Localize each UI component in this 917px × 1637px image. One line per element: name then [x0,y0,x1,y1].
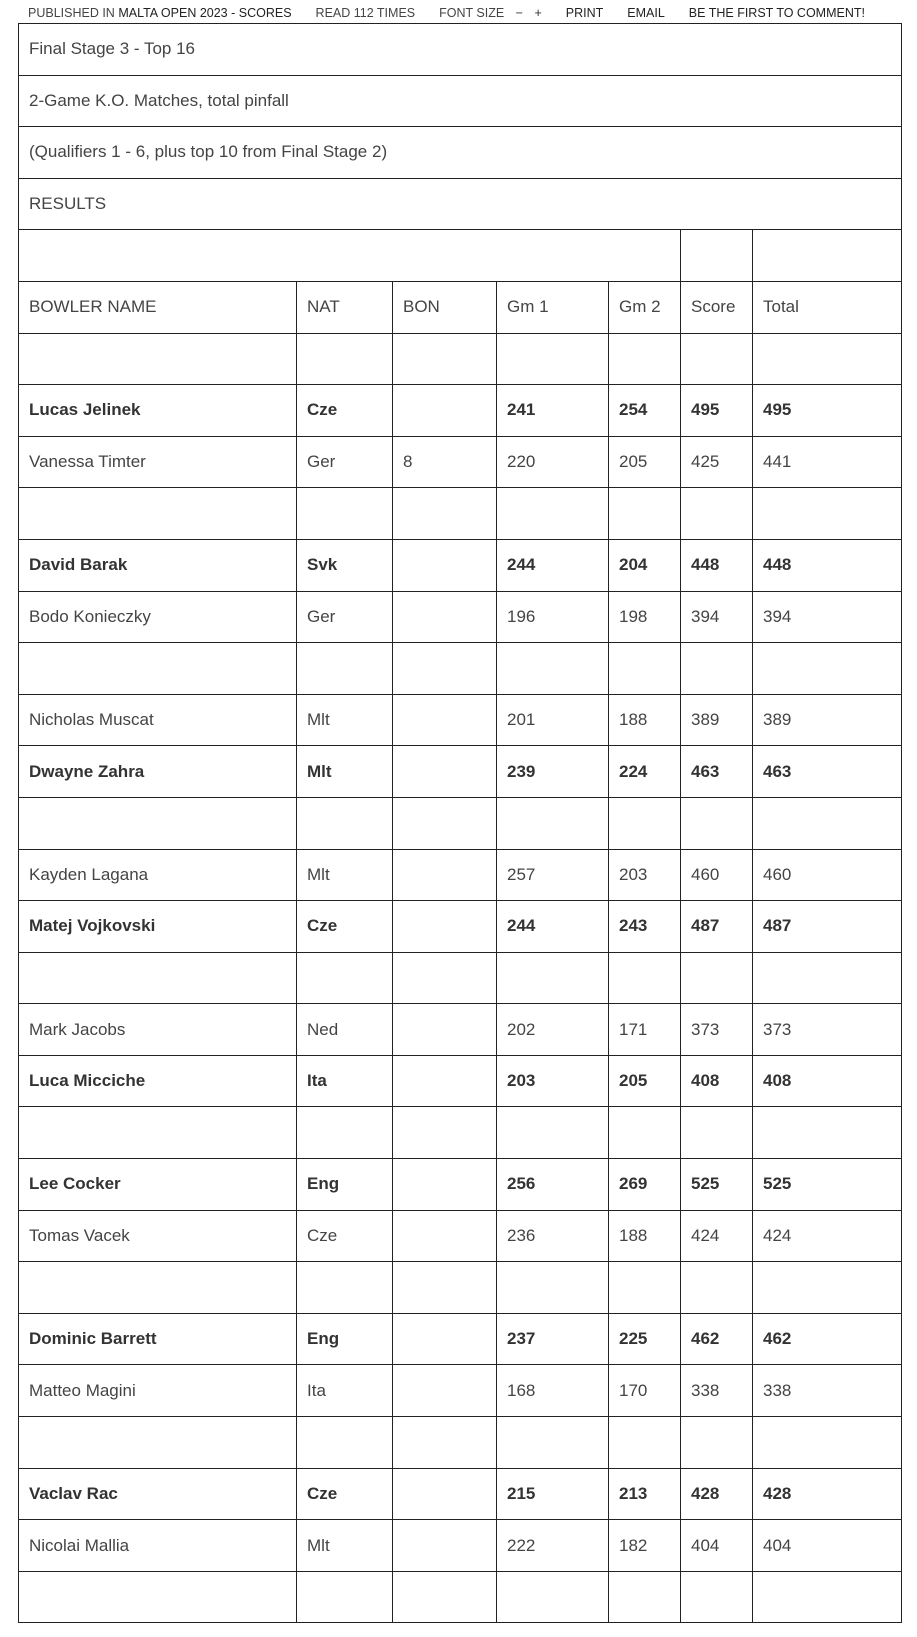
game-2-score: 205 [609,1055,681,1107]
bonus [393,1468,497,1520]
blank-cell [19,333,297,385]
score: 448 [681,539,753,591]
game-2-score: 198 [609,591,681,643]
nationality: Ger [297,591,393,643]
font-decrease-button[interactable]: − [515,6,523,20]
game-1-score: 203 [497,1055,609,1107]
print-link[interactable]: PRINT [565,6,604,20]
bowler-name: Tomas Vacek [19,1210,297,1262]
spacer-row [19,643,902,695]
total: 404 [753,1520,902,1572]
bonus [393,539,497,591]
total: 525 [753,1159,902,1211]
score: 463 [681,746,753,798]
nationality: Eng [297,1313,393,1365]
blank-cell [497,488,609,540]
nationality: Mlt [297,694,393,746]
bonus [393,1313,497,1365]
bowler-name: Matteo Magini [19,1365,297,1417]
total: 338 [753,1365,902,1417]
blank-cell [19,1417,297,1469]
game-2-score: 254 [609,385,681,437]
game-2-score: 203 [609,849,681,901]
bonus [393,1520,497,1572]
nationality: Mlt [297,849,393,901]
total: 424 [753,1210,902,1262]
bowler-name: Lucas Jelinek [19,385,297,437]
col-header-name: BOWLER NAME [19,281,297,333]
col-header-nat: NAT [297,281,393,333]
blank-cell [19,952,297,1004]
blank-cell [753,333,902,385]
blank-cell [393,797,497,849]
total: 373 [753,1004,902,1056]
game-2-score: 170 [609,1365,681,1417]
blank-cell [297,643,393,695]
blank-cell [681,643,753,695]
bowler-row [19,901,902,953]
bowler-name: Kayden Lagana [19,849,297,901]
bowler-name: Mark Jacobs [19,1004,297,1056]
game-2-score: 243 [609,901,681,953]
blank-cell [753,488,902,540]
game-2-score: 213 [609,1468,681,1520]
blank-cell [497,952,609,1004]
heading-row [19,127,902,179]
game-1-score: 237 [497,1313,609,1365]
blank-cell [297,1262,393,1314]
blank-cell [681,1417,753,1469]
nationality: Cze [297,901,393,953]
game-1-score: 168 [497,1365,609,1417]
format-description: 2-Game K.O. Matches, total pinfall [19,75,902,127]
bowler-row [19,1210,902,1262]
column-header-row [19,281,902,333]
game-2-score: 205 [609,436,681,488]
published-in [28,6,292,20]
blank-cell [393,333,497,385]
blank-cell [681,952,753,1004]
bowler-row [19,436,902,488]
bowler-row [19,746,902,798]
total: 462 [753,1313,902,1365]
game-1-score: 222 [497,1520,609,1572]
results-label: RESULTS [19,178,902,230]
blank-cell [753,797,902,849]
bowler-name: Nicholas Muscat [19,694,297,746]
blank-cell [609,1417,681,1469]
heading-row [19,75,902,127]
total: 394 [753,591,902,643]
game-1-score: 244 [497,901,609,953]
score: 404 [681,1520,753,1572]
game-2-score: 171 [609,1004,681,1056]
blank-cell [681,797,753,849]
blank-cell [497,1107,609,1159]
blank-cell [681,1571,753,1623]
spacer-row [19,797,902,849]
bonus [393,591,497,643]
blank-cell [19,1571,297,1623]
blank-cell [19,1107,297,1159]
spacer-row [19,1262,902,1314]
blank-cell [497,333,609,385]
blank-cell [609,1107,681,1159]
font-size-control [439,6,542,20]
game-1-score: 244 [497,539,609,591]
bowler-name: Lee Cocker [19,1159,297,1211]
game-2-score: 182 [609,1520,681,1572]
blank-cell [19,230,681,282]
spacer-row [19,1417,902,1469]
email-link[interactable]: EMAIL [627,6,665,20]
col-header-score: Score [681,281,753,333]
blank-row [19,230,902,282]
article-meta-bar [28,4,889,22]
nationality: Ita [297,1055,393,1107]
blank-cell [609,797,681,849]
blank-cell [19,488,297,540]
blank-cell [753,230,902,282]
bonus: 8 [393,436,497,488]
bowler-row [19,591,902,643]
blank-cell [753,1571,902,1623]
nationality: Mlt [297,746,393,798]
game-2-score: 269 [609,1159,681,1211]
blank-cell [393,1571,497,1623]
score: 424 [681,1210,753,1262]
score: 460 [681,849,753,901]
blank-cell [393,488,497,540]
qualifier-note: (Qualifiers 1 - 6, plus top 10 from Final Stage 2) [19,127,902,179]
stage-title: Final Stage 3 - Top 16 [19,24,902,76]
total: 448 [753,539,902,591]
blank-cell [681,230,753,282]
blank-cell [497,1417,609,1469]
blank-cell [297,952,393,1004]
bowler-name: David Barak [19,539,297,591]
bowler-name: Dominic Barrett [19,1313,297,1365]
blank-cell [753,1417,902,1469]
spacer-row [19,488,902,540]
blank-cell [753,1107,902,1159]
bowler-row [19,1004,902,1056]
blank-cell [609,488,681,540]
bowler-row [19,1520,902,1572]
bowler-row [19,694,902,746]
bowler-row [19,1055,902,1107]
bowler-row [19,539,902,591]
blank-cell [609,643,681,695]
blank-cell [497,797,609,849]
score: 425 [681,436,753,488]
blank-cell [297,1107,393,1159]
score: 394 [681,591,753,643]
blank-cell [609,1262,681,1314]
blank-cell [19,797,297,849]
total: 441 [753,436,902,488]
total: 389 [753,694,902,746]
comment-link[interactable]: BE THE FIRST TO COMMENT! [688,6,865,20]
nationality: Ita [297,1365,393,1417]
score: 495 [681,385,753,437]
blank-cell [681,1107,753,1159]
bonus [393,694,497,746]
heading-row [19,178,902,230]
bonus [393,849,497,901]
blank-cell [753,952,902,1004]
bowler-row [19,1365,902,1417]
blank-cell [609,952,681,1004]
game-2-score: 188 [609,1210,681,1262]
blank-cell [609,333,681,385]
score: 525 [681,1159,753,1211]
blank-cell [393,1417,497,1469]
blank-cell [753,643,902,695]
font-increase-button[interactable]: + [534,6,542,20]
game-1-score: 256 [497,1159,609,1211]
nationality: Eng [297,1159,393,1211]
total: 495 [753,385,902,437]
blank-cell [297,488,393,540]
score: 408 [681,1055,753,1107]
col-header-total: Total [753,281,902,333]
blank-cell [681,333,753,385]
blank-cell [297,1417,393,1469]
bowler-name: Vanessa Timter [19,436,297,488]
nationality: Ned [297,1004,393,1056]
nationality: Mlt [297,1520,393,1572]
heading-row [19,24,902,76]
score: 373 [681,1004,753,1056]
total: 408 [753,1055,902,1107]
blank-cell [753,1262,902,1314]
spacer-row [19,1571,902,1623]
bonus [393,385,497,437]
score: 338 [681,1365,753,1417]
game-2-score: 188 [609,694,681,746]
game-1-score: 241 [497,385,609,437]
total: 460 [753,849,902,901]
blank-cell [497,1262,609,1314]
blank-cell [609,1571,681,1623]
results-table [18,23,902,1623]
bowler-row [19,1468,902,1520]
blank-cell [393,643,497,695]
col-header-bon: BON [393,281,497,333]
read-count: READ 112 TIMES [315,6,416,20]
bowler-name: Nicolai Mallia [19,1520,297,1572]
total: 487 [753,901,902,953]
bonus [393,1004,497,1056]
score: 462 [681,1313,753,1365]
game-1-score: 196 [497,591,609,643]
bonus [393,746,497,798]
score: 428 [681,1468,753,1520]
blank-cell [497,643,609,695]
bowler-row [19,1159,902,1211]
game-1-score: 220 [497,436,609,488]
col-header-gm1: Gm 1 [497,281,609,333]
spacer-row [19,952,902,1004]
blank-cell [393,952,497,1004]
bowler-name: Matej Vojkovski [19,901,297,953]
blank-cell [297,1571,393,1623]
bowler-name: Dwayne Zahra [19,746,297,798]
category-link[interactable]: MALTA OPEN 2023 - SCORES [118,6,292,20]
bowler-name: Bodo Konieczky [19,591,297,643]
score: 389 [681,694,753,746]
bonus [393,901,497,953]
bonus [393,1210,497,1262]
bowler-row [19,849,902,901]
nationality: Cze [297,1468,393,1520]
nationality: Cze [297,385,393,437]
spacer-row [19,333,902,385]
blank-cell [19,1262,297,1314]
blank-cell [297,797,393,849]
game-2-score: 224 [609,746,681,798]
blank-cell [19,643,297,695]
game-1-score: 236 [497,1210,609,1262]
blank-cell [297,333,393,385]
game-1-score: 257 [497,849,609,901]
blank-cell [681,488,753,540]
bowler-name: Vaclav Rac [19,1468,297,1520]
nationality: Ger [297,436,393,488]
blank-cell [497,1571,609,1623]
game-1-score: 202 [497,1004,609,1056]
col-header-gm2: Gm 2 [609,281,681,333]
game-2-score: 204 [609,539,681,591]
game-2-score: 225 [609,1313,681,1365]
font-size-label: FONT SIZE [439,6,505,20]
nationality: Cze [297,1210,393,1262]
bonus [393,1055,497,1107]
blank-cell [393,1262,497,1314]
nationality: Svk [297,539,393,591]
game-1-score: 201 [497,694,609,746]
game-1-score: 239 [497,746,609,798]
bowler-row [19,1313,902,1365]
total: 463 [753,746,902,798]
bonus [393,1365,497,1417]
spacer-row [19,1107,902,1159]
bonus [393,1159,497,1211]
blank-cell [681,1262,753,1314]
game-1-score: 215 [497,1468,609,1520]
blank-cell [393,1107,497,1159]
score: 487 [681,901,753,953]
bowler-name: Luca Micciche [19,1055,297,1107]
bowler-row [19,385,902,437]
total: 428 [753,1468,902,1520]
published-prefix: PUBLISHED IN [28,6,115,20]
